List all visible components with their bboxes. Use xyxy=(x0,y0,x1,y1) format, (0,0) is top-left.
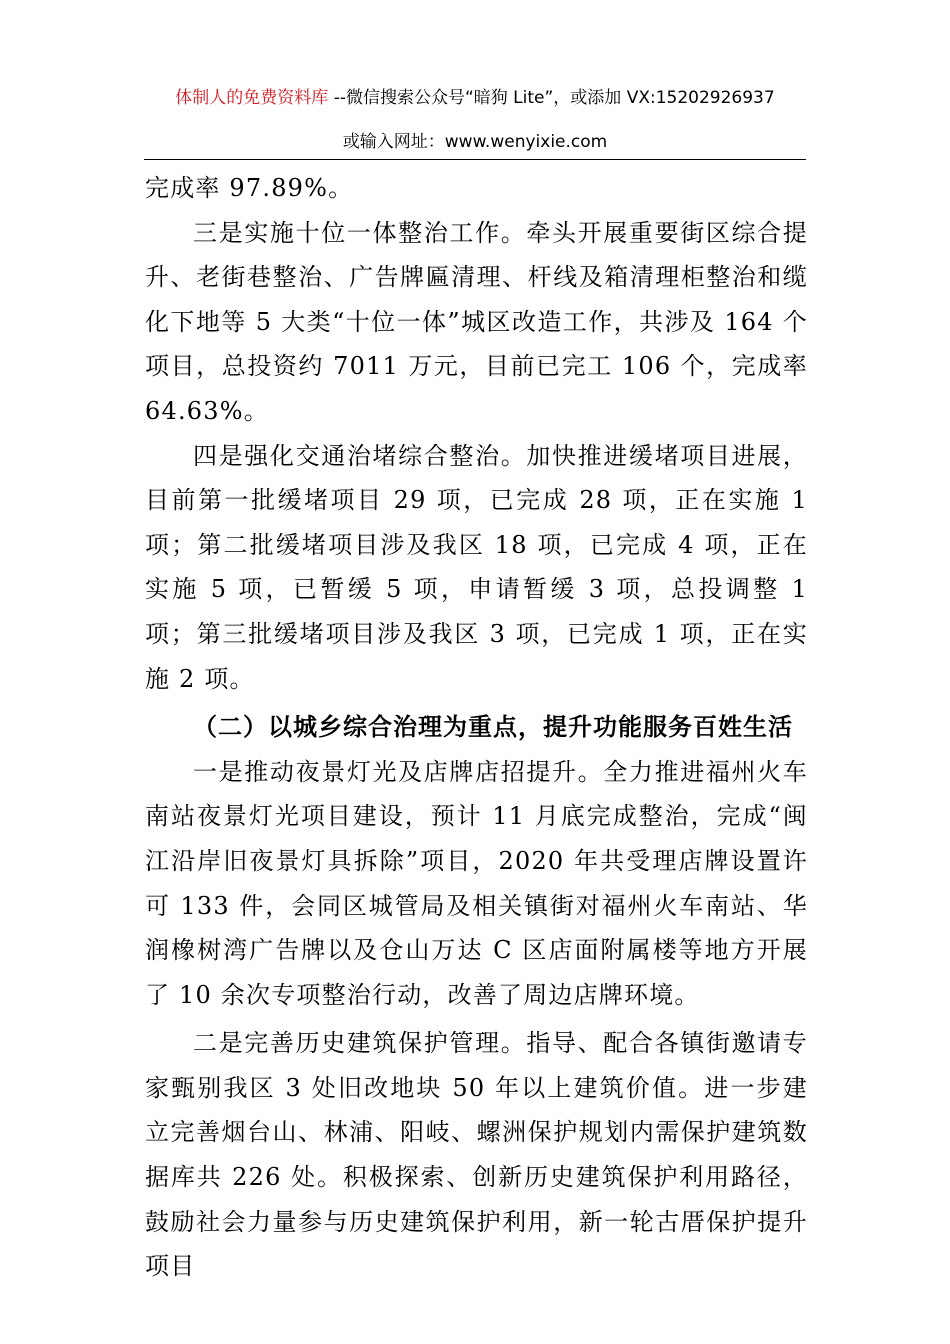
paragraph-historic-buildings: 二是完善历史建筑保护管理。指导、配合各镇街邀请专家甄别我区 3 处旧改地块 50 年以上建筑价值。进一步建立完善烟台山、林浦、阳岐、螺洲保护规划内需保护建筑数据库共 226 处。积极探索、创新历史建筑保护利用路径，鼓励社会力量参与历史建筑保护利用，新一轮古厝保护提升项目 xyxy=(145,1029,808,1281)
paragraph-traffic: 四是强化交通治堵综合整治。加快推进缓堵项目进展，目前第一批缓堵项目 29 项，已完成 28 项，正在实施 1 项；第二批缓堵项目涉及我区 18 项，已完成 4 项，正在实施 5 项，已暂缓 5 项，申请暂缓 3 项，总投调整 1 项；第三批缓堵项目涉及我区 3 项，已完成 1 项，正在实施 2 项。 xyxy=(145,441,808,693)
document-header xyxy=(0,86,950,110)
paragraph-ten-in-one: 三是实施十位一体整治工作。牵头开展重要街区综合提升、老街巷整治、广告牌匾清理、杆线及箱清理柜整治和缆化下地等 5 大类“十位一体”城区改造工作，共涉及 164 个项目，总投资约 7011 万元，目前已完工 106 个，完成率 64.63%。 xyxy=(145,218,808,425)
header-contact: --微信搜索公众号“暗狗 Lite”，或添加 VX:15202926937 xyxy=(328,88,775,108)
paragraph-continuation: 完成率 97.89%。 xyxy=(145,174,354,202)
header-website: 或输入网址：www.wenyixie.com xyxy=(342,132,608,152)
header-divider xyxy=(144,159,806,160)
header-brand: 体制人的免费资料库 xyxy=(175,88,329,108)
document-body xyxy=(145,166,808,1289)
paragraph-night-lighting: 一是推动夜景灯光及店牌店招提升。全力推进福州火车南站夜景灯光项目建设，预计 11 月底完成整治，完成“闽江沿岸旧夜景灯具拆除”项目，2020 年共受理店牌设置许可 133 件，会同区城管局及相关镇街对福州火车南站、华润橡树湾广告牌以及仓山万达 C 区店面附属楼等地方开展了 10 余次专项整治行动，改善了周边店牌环境。 xyxy=(145,757,808,1009)
section-heading: （二）以城乡综合治理为重点，提升功能服务百姓生活 xyxy=(193,712,793,742)
